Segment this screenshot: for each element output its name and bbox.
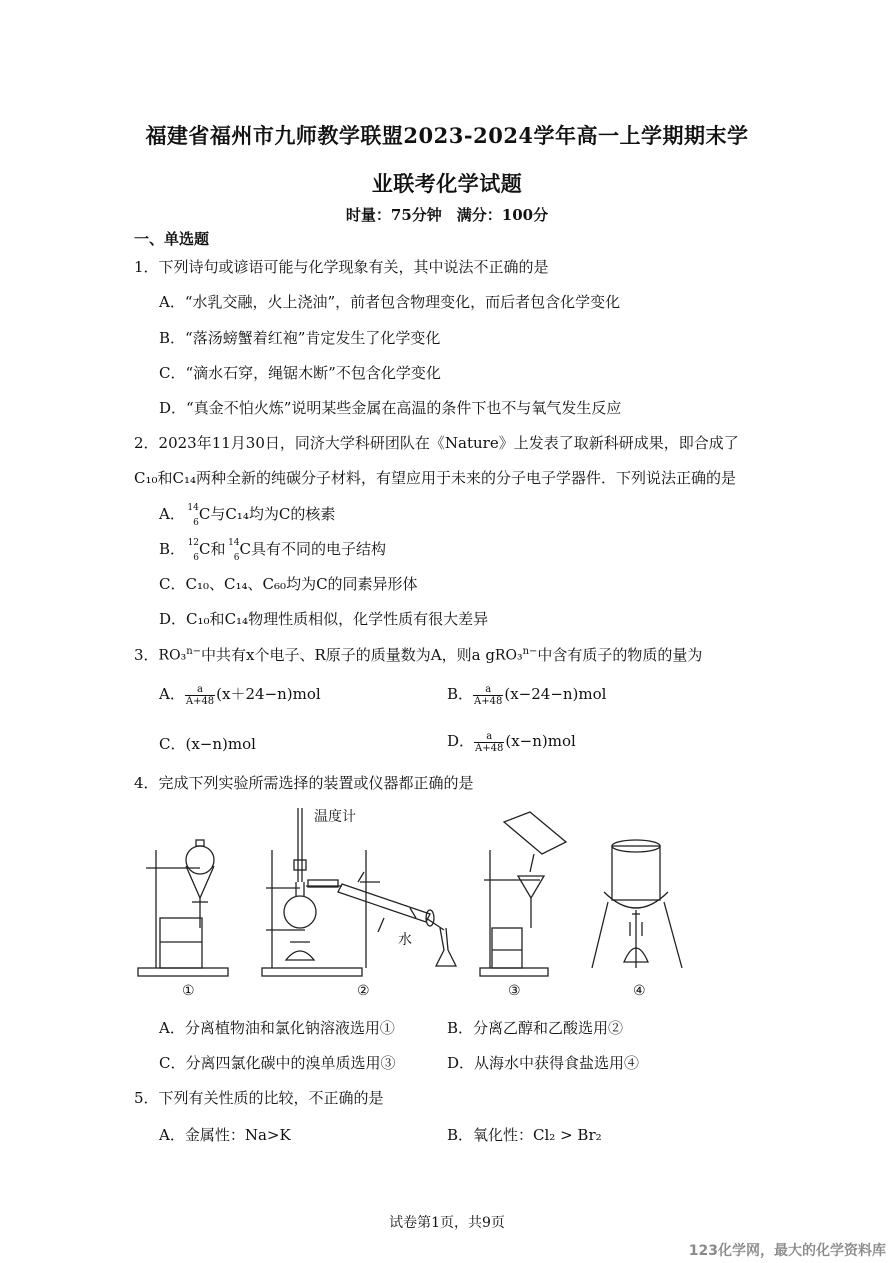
q2-c-text: 均为C的同素异形体 [286,575,418,593]
section-heading: 一、单选题 [134,230,210,248]
apparatus-4-evaporation [592,840,682,968]
q5-option-a: A．金属性：Na>K [159,1126,291,1144]
apparatus-3-filtration [480,812,566,976]
ro3-formula: RO₃ [494,648,523,664]
q1-option-a: A．“水乳交融，火上浇油”，前者包含物理变化，而后者包含化学变化 [159,293,621,311]
q4-option-a: A．分离植物油和氯化钠溶液选用① [159,1019,395,1037]
figure-label-3: ③ [508,983,521,999]
q2-c-label: C． [159,575,186,593]
nuclide-c14 [226,538,240,563]
ro3-ion [495,646,537,664]
q4-option-b: B．分离乙醇和乙酸选用② [447,1019,624,1037]
q3-a-expr: (x＋24−n)mol [216,685,321,703]
apparatus-figure [130,800,700,1005]
q3-stem-end: 中含有质子的物质的量为 [537,646,703,664]
q2-b-label: B． [159,540,186,558]
q2-b-text-2: C具有不同的电子结构 [239,540,386,558]
question-3-stem [134,644,702,665]
atomic-number: 6 [193,518,199,528]
fraction-denominator: A+48 [475,742,504,754]
c60-symbol: C₆₀ [262,575,287,593]
nuclide-c12 [185,538,200,563]
q3-b-label: B． [447,685,474,703]
q3-d-expr: (x−n)mol [505,732,576,750]
c14-symbol: C₁₄ [225,505,249,523]
fraction [474,731,504,754]
watermark: 123化学网，最大的化学资料库 [688,1243,886,1259]
q4-option-c: C．分离四氯化碳中的溴单质选用③ [159,1054,396,1072]
q2-a-text-2: 均为C的核素 [248,505,336,523]
q5-option-b [447,1124,602,1145]
ion-charge: n− [186,646,202,658]
apparatus-2-distillation [262,808,456,976]
q2-option-a [159,503,336,528]
q2-d-text-1: 和 [209,610,225,628]
c10-symbol: C₁₀ [134,469,158,487]
q3-c-label: C． [159,735,186,753]
q2-and: 和 [157,469,173,487]
question-1-stem: 1．下列诗句或谚语可能与化学现象有关，其中说法不正确的是 [134,258,549,276]
q2-option-d [159,608,488,629]
water-label: 水 [398,932,412,948]
fraction [473,684,503,707]
c10-symbol: C₁₀ [185,575,209,593]
q2-option-c [159,573,418,594]
q5-b-expr: Cl₂ > Br₂ [533,1126,602,1144]
question-2-stem-1: 2．2023年11月30日，同济大学科研团队在《Nature》上发表了取新科研成果，即合成了 [134,434,739,452]
question-2-stem-2 [134,467,736,488]
q1-option-b: B．“落汤螃蟹着红袍”肯定发生了化学变化 [159,329,441,347]
q3-option-a [159,683,321,707]
title-line-1: 福建省福州市九师教学联盟2023-2024学年高一上学期期末学 [145,123,749,148]
c14-symbol: C₁₄ [224,575,248,593]
q2-c-sep: 、 [209,575,225,593]
q2-a-label: A． [159,505,185,523]
thermometer-label: 温度计 [314,809,356,825]
q3-d-label: D． [447,732,475,750]
title-line-2: 业联考化学试题 [371,171,523,196]
nuclide-c14 [185,503,199,528]
question-4-stem: 4．完成下列实验所需选择的装置或仪器都正确的是 [134,774,474,792]
fraction-numerator: a [185,684,215,696]
ro3-ion [159,646,201,664]
mass-number: 14 [187,503,199,513]
figure-label-1: ① [182,983,195,999]
figure-label-2: ② [357,983,370,999]
q3-option-d [447,730,576,754]
q3-option-b [447,683,606,707]
mass-number: 12 [187,538,200,548]
page-footer: 试卷第1页，共9页 [389,1215,505,1231]
mass-number: 14 [228,538,240,548]
fraction-denominator: A+48 [185,695,215,707]
q3-a-label: A． [159,685,185,703]
c10-symbol: C₁₀ [186,610,210,628]
exam-info: 时量：75分钟 满分：100分 [345,206,549,224]
q2-d-label: D． [159,610,187,628]
q2-option-b [159,538,386,563]
q4-option-d: D．从海水中获得食盐选用④ [447,1054,640,1072]
fraction-numerator: a [473,684,503,696]
q3-c-expr: (x−n)mol [185,735,256,753]
fraction-denominator: A+48 [474,695,503,707]
question-5-stem: 5．下列有关性质的比较，不正确的是 [134,1089,384,1107]
ro3-formula: RO₃ [158,648,187,664]
q3-number: 3． [134,646,159,664]
fraction [185,684,215,707]
atomic-number: 6 [233,553,240,563]
q5-b-label: B．氧化性： [447,1126,534,1144]
q2-d-text-2: 物理性质相似，化学性质有很大差异 [248,610,489,628]
q2-a-text-1: C与 [198,505,226,523]
q3-b-expr: (x−24−n)mol [504,685,607,703]
q1-option-c: C．“滴水石穿，绳锯木断”不包含化学变化 [159,364,441,382]
c14-symbol: C₁₄ [224,610,249,628]
apparatus-1-separatory-funnel [138,840,228,976]
ion-charge: n− [522,646,538,658]
c14-symbol: C₁₄ [172,469,197,487]
q3-stem-middle: 中共有x个电子、R原子的质量数为A，则a g [201,646,495,664]
fraction-numerator: a [474,731,504,743]
q2-c-sep-2: 、 [247,575,263,593]
figure-label-4: ④ [633,983,646,999]
atomic-number: 6 [193,553,200,563]
q2-stem-rest: 两种全新的纯碳分子材料，有望应用于未来的分子电子学器件．下列说法正确的是 [196,469,737,487]
q3-option-c [159,733,256,754]
q2-b-text-1: C和 [199,540,226,558]
q1-option-d: D．“真金不怕火炼”说明某些金属在高温的条件下也不与氧气发生反应 [159,399,622,417]
